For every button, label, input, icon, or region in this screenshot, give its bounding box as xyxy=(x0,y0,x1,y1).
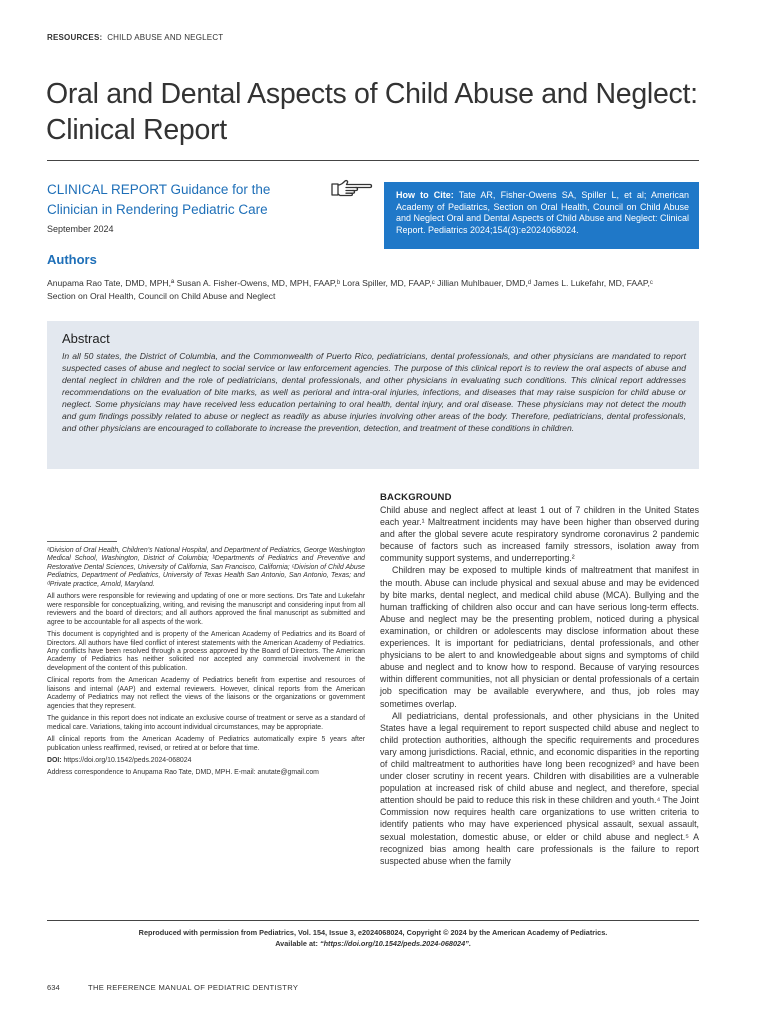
authors-names: Anupama Rao Tate, DMD, MPH,ª Susan A. Fisher-Owens, MD, MPH, FAAP,ᵇ Lora Spiller, MD, FAAP,ᶜ Jillian Muhlbauer, DMD,ᵈ James L. Lukefahr, MD, FAAP,ᶜ xyxy=(47,278,653,288)
guidance-note: The guidance in this report does not indicate an exclusive course of treatment or serve as a standard of medical care. Variations, taking into account individual circumstances, may be appropriate. xyxy=(47,715,365,731)
authors-sections: Section on Oral Health, Council on Child Abuse and Neglect xyxy=(47,290,276,301)
authors-list xyxy=(47,277,707,302)
title-divider xyxy=(47,160,699,161)
authors-heading: Authors xyxy=(47,252,97,267)
abstract-heading: Abstract xyxy=(62,331,110,346)
title-line-2: Clinical Report xyxy=(46,114,227,146)
clinical-report-heading-line-1: CLINICAL REPORT Guidance for the xyxy=(47,182,271,197)
running-footer-title: THE REFERENCE MANUAL OF PEDIATRIC DENTISTRY xyxy=(88,983,299,992)
running-header xyxy=(47,33,223,42)
expiry-note: All clinical reports from the American Academy of Pediatrics automatically expire 5 years after publication unless reaffirmed, revised, or retired at or before that time. xyxy=(47,736,365,752)
section-value: CHILD ABUSE AND NEGLECT xyxy=(107,33,224,42)
background-paragraph-2: Children may be exposed to multiple kinds of maltreatment that manifest in the mouth. Abuse can include physical and sexual abuse and may be evidenced by bite marks, dental neglect, and medical child abuse (MCA). Bullying and the human trafficking of children also occur and can have serious long-term effects. Abuse and neglect may be the presenting problem, noticed during a physical examination, or children or adolescents may disclose information about these experiences. It is important for pediatricians, dental professionals, and other physicians to be alert to and knowledgeable about signs and symptoms of child abuse and neglect and to know how to respond. Because of varying resources within different communities, not all physician or dental professionals of a certain job specification may be available everywhere, and thus, job roles may sometimes overlap. xyxy=(380,565,699,709)
abstract-text: In all 50 states, the District of Columbia, and the Commonwealth of Puerto Rico, pediatricians, dental professionals, and other physicians are mandated to report suspected cases of abuse and neglect to social service or law enforcement agencies. The purpose of this clinical report is to review the oral aspects of abuse and dental neglect in children and the role of pediatricians, dental professionals, and other physicians in evaluating such conditions. This clinical report addresses recommendations on the evaluation of bite marks, as well as perioral and intra-oral injuries, infections, and diseases that may raise suspicion for child abuse or neglect. Some physicians may have received less education pertaining to oral health, dental injury, and oral disease. These physicians may not detect the mouth and gum findings possibly related to abuse or neglect as readily as abuse injuries involving other areas of the body. Therefore, pediatricians, dental professionals, and other physicians are encouraged to collaborate to increase the prevention, detection, and treatment of these conditions in children. xyxy=(62,351,686,433)
clinical-report-heading-line-2: Clinician in Rendering Pediatric Care xyxy=(47,201,268,217)
how-to-cite-box xyxy=(384,182,699,249)
doi-label: DOI: xyxy=(47,756,62,764)
reproduction-notice xyxy=(47,928,699,949)
background-paragraph-1: Child abuse and neglect affect at least 1 out of 7 children in the United States each year.¹ Maltreatment incidents may have been higher than observed during and after the global severe acute respiratory syndrome coronavirus 2 pandemic because of factors such as increased family stressors, isolation away from community support systems, and underreporting.² xyxy=(380,505,699,564)
pointing-hand-icon xyxy=(330,178,374,200)
footer-divider xyxy=(47,920,699,921)
copyright-note: This document is copyrighted and is property of the American Academy of Pediatrics and its Board of Directors. All authors have filed conflict of interest statements with the American Academy of Pediatrics. Any conflicts have been resolved through a process approved by the Board of Directors. The American Academy of Pediatrics has neither solicited nor accepted any commercial involvement in the development of the content of this publication. xyxy=(47,631,365,672)
page-number: 634 xyxy=(47,983,60,992)
footnotes xyxy=(47,547,365,782)
title-line-1: Oral and Dental Aspects of Child Abuse and Neglect: xyxy=(46,78,698,110)
background-heading: BACKGROUND xyxy=(380,492,452,503)
affiliations-note: ᵃDivision of Oral Health, Children’s National Hospital, and Department of Pediatrics, George Washington Medical School, Washington, District of Columbia; ᵇDepartments of Pediatrics and Preventive and Restorative Dental Sciences, University of California, San Francisco, California; ᶜDivision of Child Abuse Pediatrics, Department of Pediatrics, University of Texas Health San Antonio, San Antonio, Texas; and ᵈPrivate practice, Arnold, Maryland. xyxy=(47,547,365,588)
doi-note xyxy=(47,757,365,765)
how-to-cite-label: How to Cite: xyxy=(396,190,454,200)
reproduction-suffix: . xyxy=(468,938,471,948)
how-to-cite-text: Tate AR, Fisher-Owens SA, Spiller L, et al; American Academy of Pediatrics, Section on Oral Health, Council on Child Abuse and Neglect Oral and Dental Aspects of Child Abuse and Neglect: Clinical Report. Pediatrics 2024;154(3):e2024068024. xyxy=(396,190,689,235)
section-label: RESOURCES: xyxy=(47,33,103,42)
doi-link[interactable]: https://doi.org/10.1542/peds.2024-068024 xyxy=(61,756,192,764)
correspondence-note: Address correspondence to Anupama Rao Tate, DMD, MPH. E-mail: anutate@gmail.com xyxy=(47,769,319,777)
page-title xyxy=(46,76,726,148)
reproduction-available-prefix: Available at: xyxy=(275,938,320,948)
reproduction-url[interactable]: “https://doi.org/10.1542/peds.2024-068024” xyxy=(319,938,469,948)
background-body xyxy=(380,504,699,867)
publication-date: September 2024 xyxy=(47,224,114,234)
reproduction-line-2 xyxy=(47,939,699,950)
background-paragraph-3: All pediatricians, dental professionals, and other physicians in the United States have a legal requirement to report suspected child abuse and neglect to child protection authorities, although the specific requirements and procedures vary among jurisdictions. Racial, ethnic, and economic disparities in the reporting of child maltreatment to authorities have long been recognized³ and have been under closer scrutiny in recent years. Children with disabilities are a vulnerable population at increased risk of child abuse and neglect, and therefore, special attention should be paid to reduce this risk in these children and youth.⁴ The Joint Commission now requires health care organizations to use written criteria to identify patients who may have experienced physical assault, sexual assault, sexual molestation, domestic abuse, or elder or child abuse and neglect.⁵ A recognized bias among health care professionals is the failure to report suspected abuse when the family xyxy=(380,710,699,866)
liaisons-note: Clinical reports from the American Academy of Pediatrics benefit from expertise and resources of liaisons and internal (AAP) and external reviewers. However, clinical reports from the American Academy of Pediatrics may not reflect the views of the liaisons or the organizations or government agencies that they represent. xyxy=(47,677,365,710)
contributions-note: All authors were responsible for reviewing and updating of one or more sections. Drs Tate and Lukefahr were responsible for conceptualizing, writing, and revising the manuscript and considering input from all reviewers and the board of directors; and all authors approved the final manuscript as submitted and agree to be accountable for all aspects of the work. xyxy=(47,593,365,626)
reproduction-line-1: Reproduced with permission from Pediatrics, Vol. 154, Issue 3, e2024068024, Copyright © 2024 by the American Academy of Pediatrics. xyxy=(138,928,608,937)
clinical-report-heading xyxy=(47,180,307,219)
footnote-divider xyxy=(47,541,117,542)
